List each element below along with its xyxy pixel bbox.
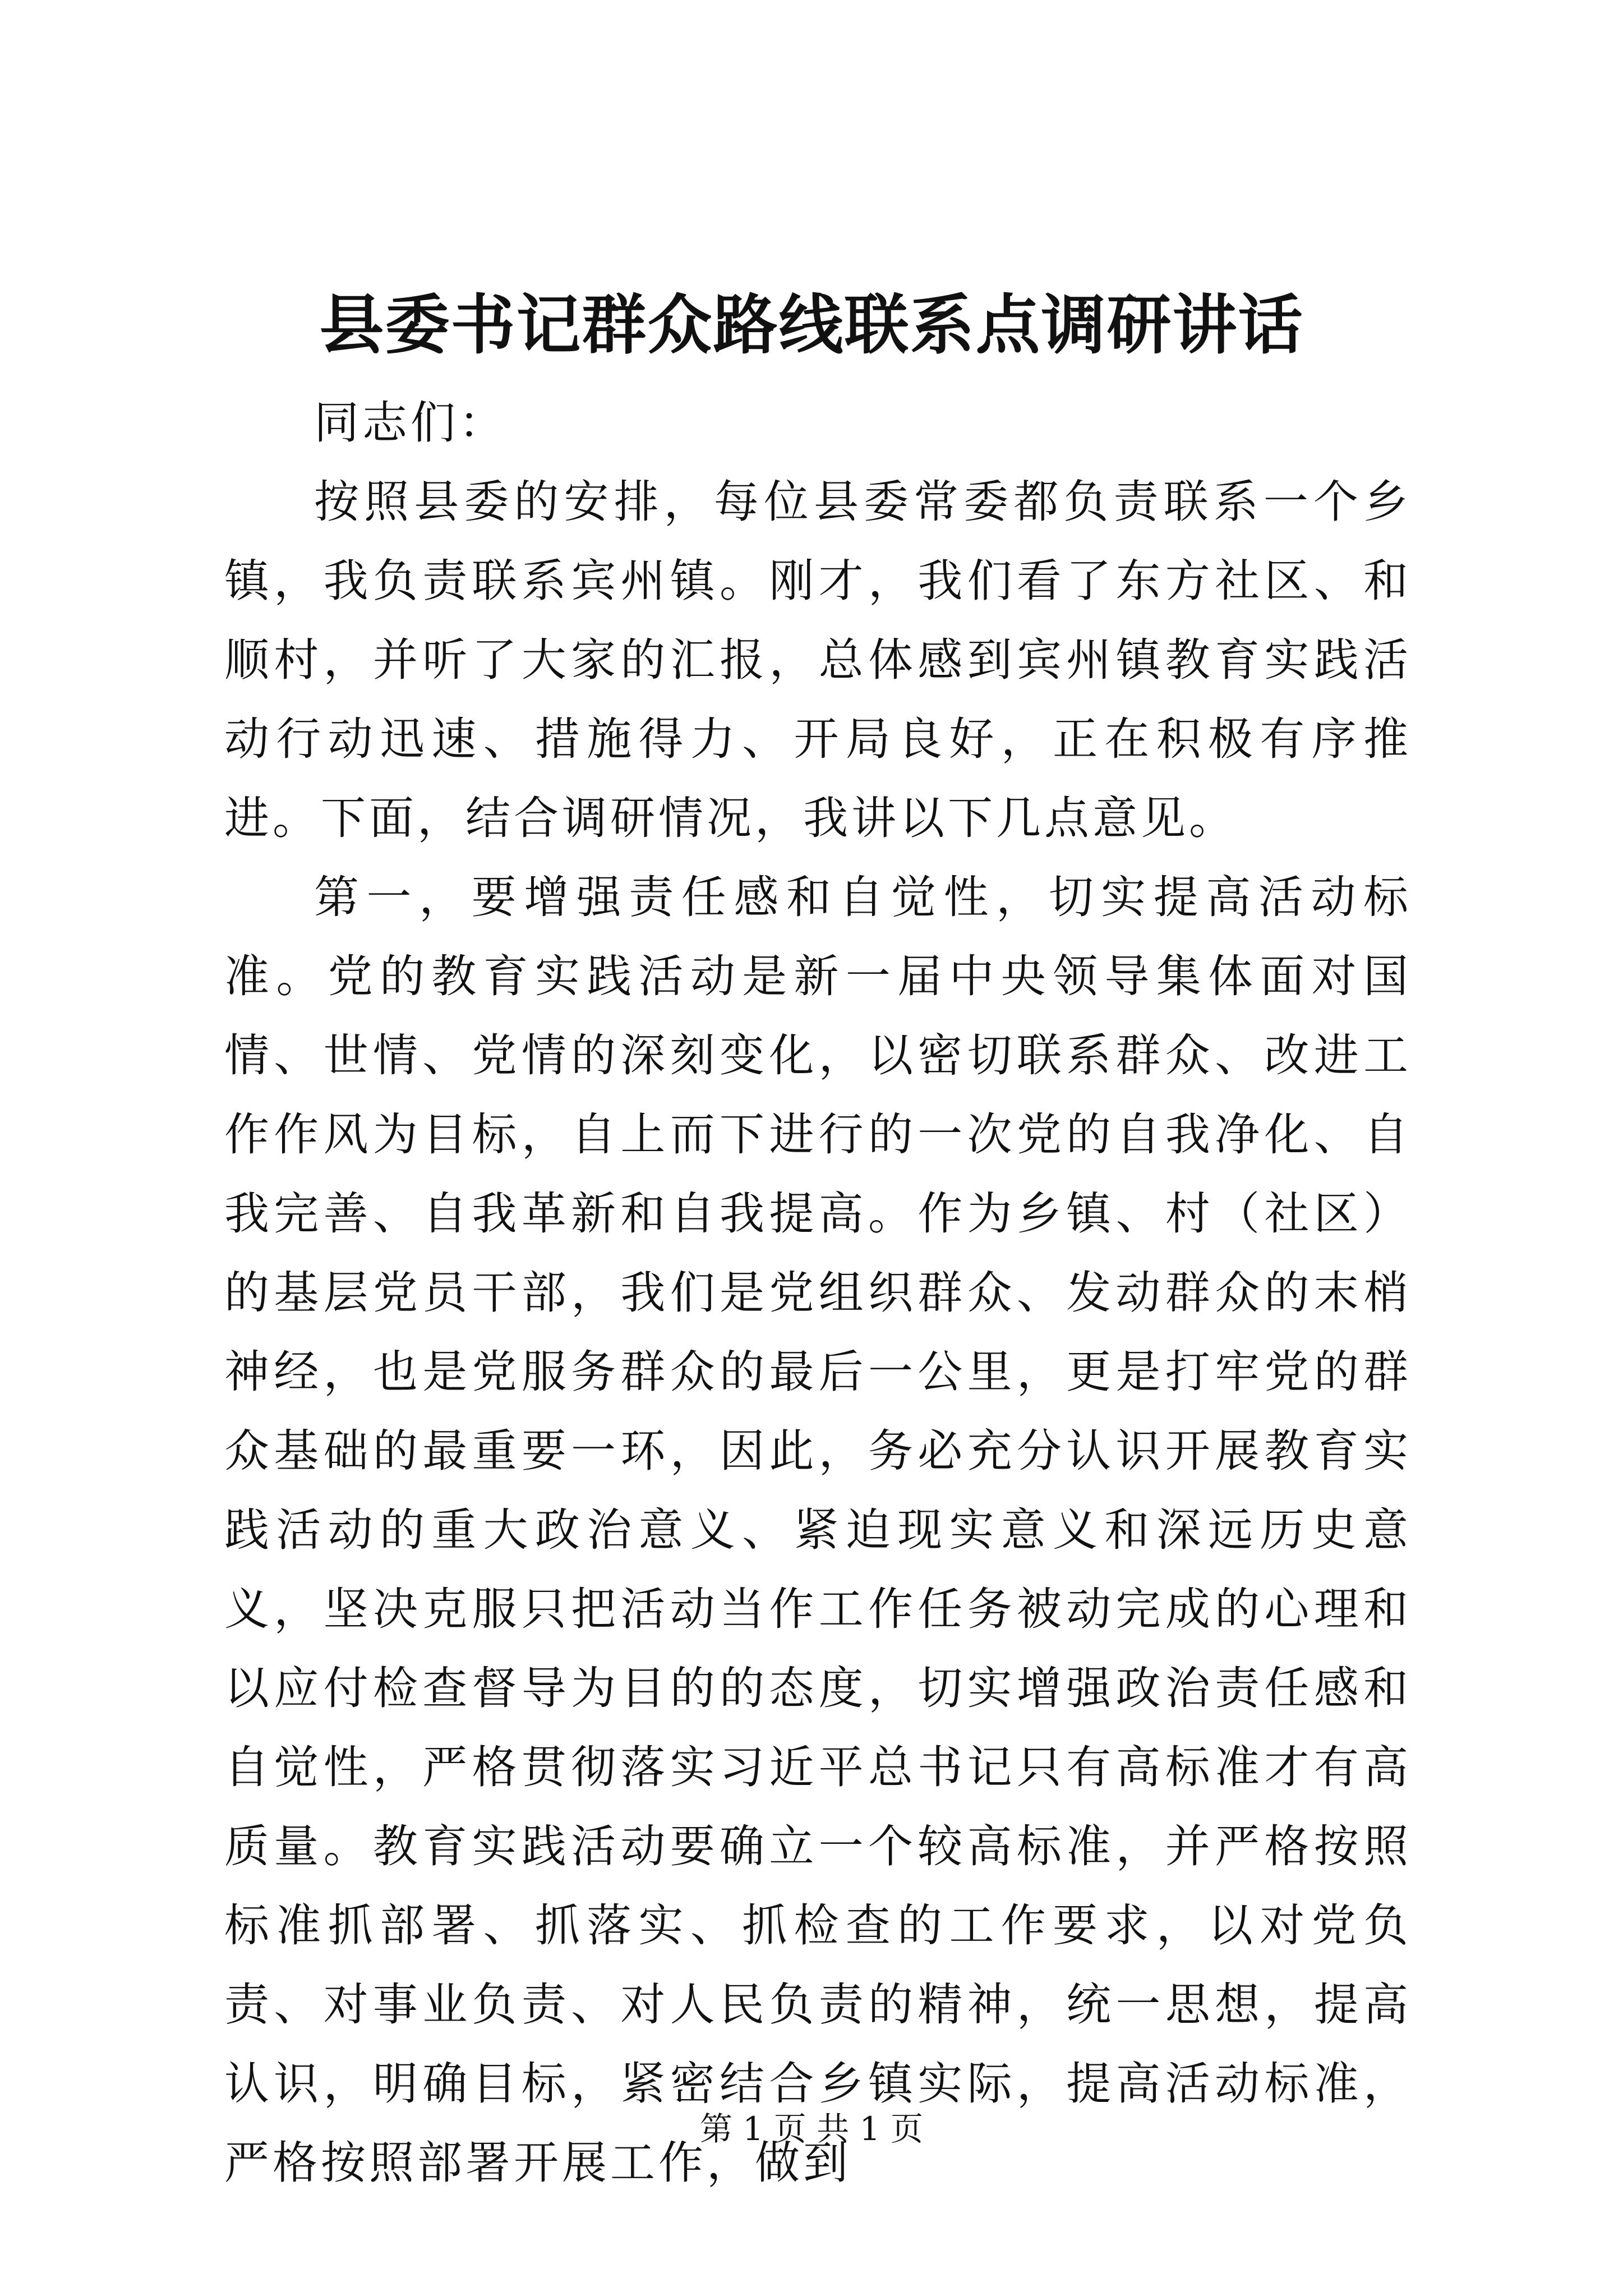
paragraph-1: 按照县委的安排，每位县委常委都负责联系一个乡镇，我负责联系宾州镇。刚才，我们看了东方社区、和顺村，并听了大家的汇报，总体感到宾州镇教育实践活动行动迅速、措施得力、开局良好，正在积极有序推进。下面，结合调研情况，我讲以下几点意见。: [224, 476, 1412, 844]
paragraph-2: 第一，要增强责任感和自觉性，切实提高活动标准。党的教育实践活动是新一届中央领导集体面对国情、世情、党情的深刻变化，以密切联系群众、改进工作作风为目标，自上而下进行的一次党的自我净化、自我完善、自我革新和自我提高。作为乡镇、村（社区）的基层党员干部，我们是党组织群众、发动群众的末梢神经，也是党服务群众的最后一公里，更是打牢党的群众基础的最重要一环，因此，务必充分认识开展教育实践活动的重大政治意义、紧迫现实意义和深远历史意义，坚决克服只把活动当作工作任务被动完成的心理和以应付检查督导为目的的态度，切实增强政治责任感和自觉性，严格贯彻落实习近平总书记只有高标准才有高质量。教育实践活动要确立一个较高标准，并严格按照标准抓部署、抓落实、抓检查的工作要求，以对党负责、对事业负责、对人民负责的精神，统一思想，提高认识，明确目标，紧密结合乡镇实际，提高活动标准，严格按照部署开展工作，做到: [224, 871, 1412, 2189]
document-title: 县委书记群众路线联系点调研讲话: [319, 287, 1304, 363]
salutation: 同志们：: [314, 397, 507, 449]
document-body: [224, 383, 1412, 2202]
page-footer: 第 1 页 共 1 页: [700, 2110, 923, 2148]
